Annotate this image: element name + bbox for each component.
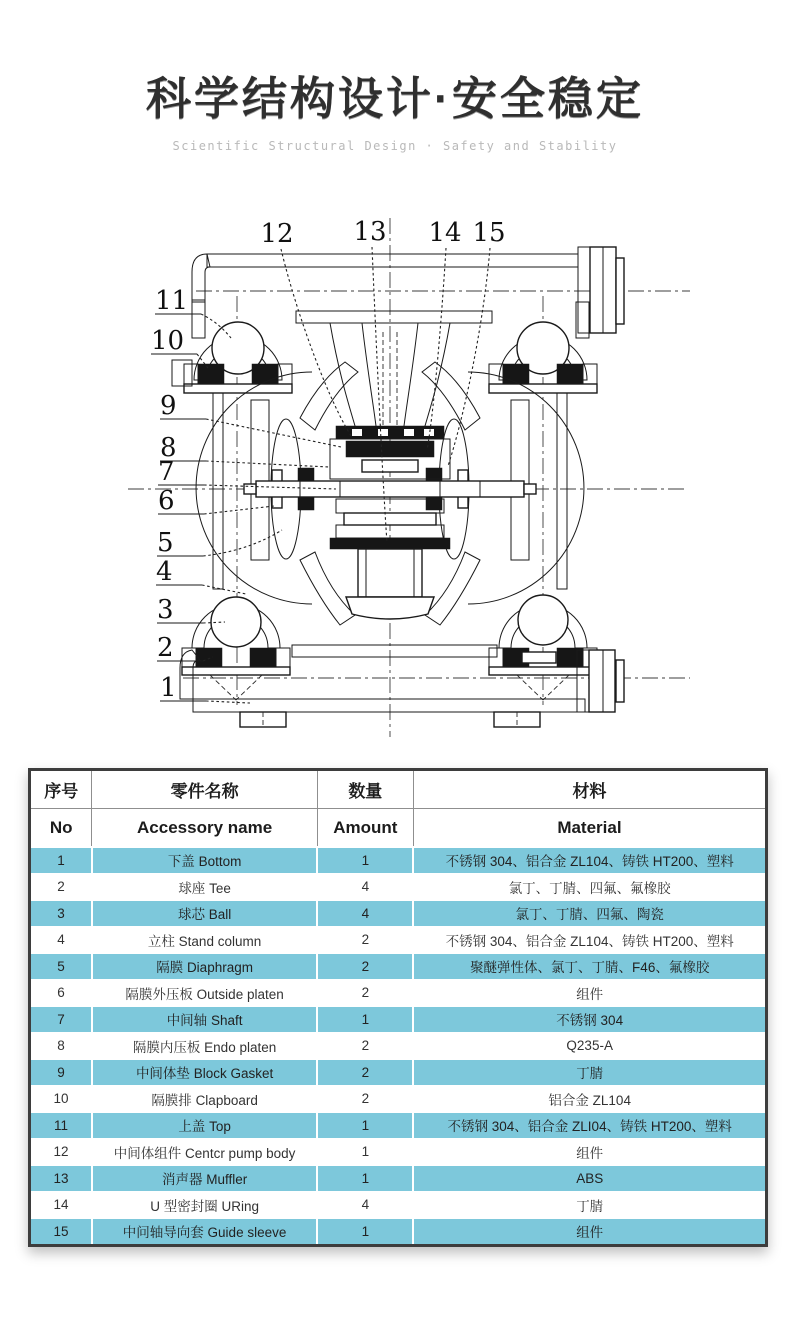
callout-15: 15 <box>472 218 506 248</box>
cell-amount: 4 <box>317 874 413 901</box>
callout-7: 7 <box>158 457 175 487</box>
table-row <box>31 1112 765 1139</box>
cell-amount: 4 <box>317 1192 413 1219</box>
cell-material: 铝合金 ZL104 <box>413 1086 765 1113</box>
callout-8: 8 <box>160 433 177 463</box>
cell-no: 9 <box>31 1059 92 1086</box>
page-title: 科学结构设计·安全稳定 <box>146 73 644 124</box>
cell-no: 6 <box>31 980 92 1007</box>
top-manifold <box>192 247 624 338</box>
callout-12: 12 <box>260 219 294 249</box>
table-row <box>31 874 765 901</box>
cell-no: 4 <box>31 927 92 954</box>
callout-4: 4 <box>156 557 173 587</box>
cell-amount: 2 <box>317 1033 413 1060</box>
table-header-en <box>31 809 765 848</box>
stand-column-left <box>251 400 269 560</box>
cell-material: 不锈钢 304、铝合金 ZLI04、铸铁 HT200、塑料 <box>413 1112 765 1139</box>
table-row <box>31 1033 765 1060</box>
page-subtitle: Scientific Structural Design · Safety and Stability <box>172 139 618 153</box>
table-row <box>31 1139 765 1166</box>
table-row <box>31 900 765 927</box>
cell-amount: 1 <box>317 847 413 874</box>
cell-name: 消声器 Muffler <box>92 1165 317 1192</box>
cell-amount: 1 <box>317 1165 413 1192</box>
cell-name: 下盖 Bottom <box>92 847 317 874</box>
callout-14: 14 <box>428 218 462 248</box>
table-row <box>31 1006 765 1033</box>
callout-3: 3 <box>157 595 174 625</box>
callout-6: 6 <box>158 486 175 516</box>
callout-9: 9 <box>160 391 177 421</box>
cell-name: 隔膜 Diaphragm <box>92 953 317 980</box>
callout-1: 1 <box>160 673 177 703</box>
cell-amount: 2 <box>317 953 413 980</box>
col-header-amount-cn: 数量 <box>317 771 413 809</box>
table-row <box>31 847 765 874</box>
col-header-material-en: Material <box>413 809 765 848</box>
col-header-no-cn: 序号 <box>31 771 92 809</box>
cell-name: 中间轴 Shaft <box>92 1006 317 1033</box>
cell-material: 丁腈 <box>413 1059 765 1086</box>
cell-material: Q235-A <box>413 1033 765 1060</box>
cell-amount: 2 <box>317 927 413 954</box>
cell-name: 隔膜内压板 Endo platen <box>92 1033 317 1060</box>
cell-name: 球芯 Ball <box>92 900 317 927</box>
cell-no: 11 <box>31 1112 92 1139</box>
callout-2: 2 <box>157 633 174 663</box>
cell-no: 7 <box>31 1006 92 1033</box>
cell-material: 氯丁、丁腈、四氟、氟橡胶 <box>413 874 765 901</box>
cell-no: 1 <box>31 847 92 874</box>
col-header-name-cn: 零件名称 <box>92 771 317 809</box>
cell-name: 球座 Tee <box>92 874 317 901</box>
cell-no: 12 <box>31 1139 92 1166</box>
muffler <box>346 549 434 619</box>
callout-labels <box>151 217 506 703</box>
cell-material: 组件 <box>413 1139 765 1166</box>
cell-amount: 1 <box>317 1218 413 1244</box>
cell-no: 3 <box>31 900 92 927</box>
cell-name: U 型密封圈 URing <box>92 1192 317 1219</box>
col-header-material-cn: 材料 <box>413 771 765 809</box>
cell-no: 10 <box>31 1086 92 1113</box>
lower-left-ball <box>211 597 261 647</box>
cell-amount: 2 <box>317 980 413 1007</box>
table-row <box>31 980 765 1007</box>
table-row <box>31 1086 765 1113</box>
cell-amount: 1 <box>317 1112 413 1139</box>
table-row <box>31 927 765 954</box>
cell-name: 立柱 Stand column <box>92 927 317 954</box>
cell-material: 聚醚弹性体、氯丁、丁腈、F46、氟橡胶 <box>413 953 765 980</box>
shaft <box>256 481 524 497</box>
table-row <box>31 1165 765 1192</box>
cell-material: 不锈钢 304 <box>413 1006 765 1033</box>
col-header-name-en: Accessory name <box>92 809 317 848</box>
upper-valve-chambers <box>172 322 597 393</box>
callout-11: 11 <box>155 286 189 316</box>
cell-no: 14 <box>31 1192 92 1219</box>
table-row <box>31 1218 765 1244</box>
lower-right-ball <box>518 595 568 645</box>
cell-amount: 1 <box>317 1006 413 1033</box>
cell-no: 5 <box>31 953 92 980</box>
cell-material: 组件 <box>413 1218 765 1244</box>
callout-13: 13 <box>353 217 387 247</box>
cell-material: 氯丁、丁腈、四氟、陶瓷 <box>413 900 765 927</box>
cell-material: 丁腈 <box>413 1192 765 1219</box>
table-header-cn <box>31 771 765 809</box>
parts-table-card <box>28 768 768 1247</box>
cell-amount: 2 <box>317 1086 413 1113</box>
cell-no: 15 <box>31 1218 92 1244</box>
cell-name: 中间体垫 Block Gasket <box>92 1059 317 1086</box>
cell-amount: 1 <box>317 1139 413 1166</box>
cell-name: 隔膜排 Clapboard <box>92 1086 317 1113</box>
callout-10: 10 <box>151 326 185 356</box>
cell-name: 上盖 Top <box>92 1112 317 1139</box>
cell-amount: 2 <box>317 1059 413 1086</box>
stand-column-right <box>511 400 529 560</box>
cell-no: 2 <box>31 874 92 901</box>
table-row <box>31 1059 765 1086</box>
cell-amount: 4 <box>317 900 413 927</box>
cell-name: 中问轴导向套 Guide sleeve <box>92 1218 317 1244</box>
cell-material: ABS <box>413 1165 765 1192</box>
col-header-amount-en: Amount <box>317 809 413 848</box>
callout-5: 5 <box>157 528 174 558</box>
cell-material: 不锈钢 304、铝合金 ZL104、铸铁 HT200、塑料 <box>413 927 765 954</box>
pump-diagram <box>118 198 690 744</box>
cell-no: 8 <box>31 1033 92 1060</box>
cell-material: 组件 <box>413 980 765 1007</box>
top-outlet-flange <box>578 247 590 333</box>
table-row <box>31 953 765 980</box>
cell-name: 中间体组件 Centcr pump body <box>92 1139 317 1166</box>
parts-table <box>31 771 765 1244</box>
cell-no: 13 <box>31 1165 92 1192</box>
cell-material: 不锈钢 304、铝合金 ZL104、铸铁 HT200、塑料 <box>413 847 765 874</box>
cell-name: 隔膜外压板 Outside platen <box>92 980 317 1007</box>
table-row <box>31 1192 765 1219</box>
col-header-no-en: No <box>31 809 92 848</box>
